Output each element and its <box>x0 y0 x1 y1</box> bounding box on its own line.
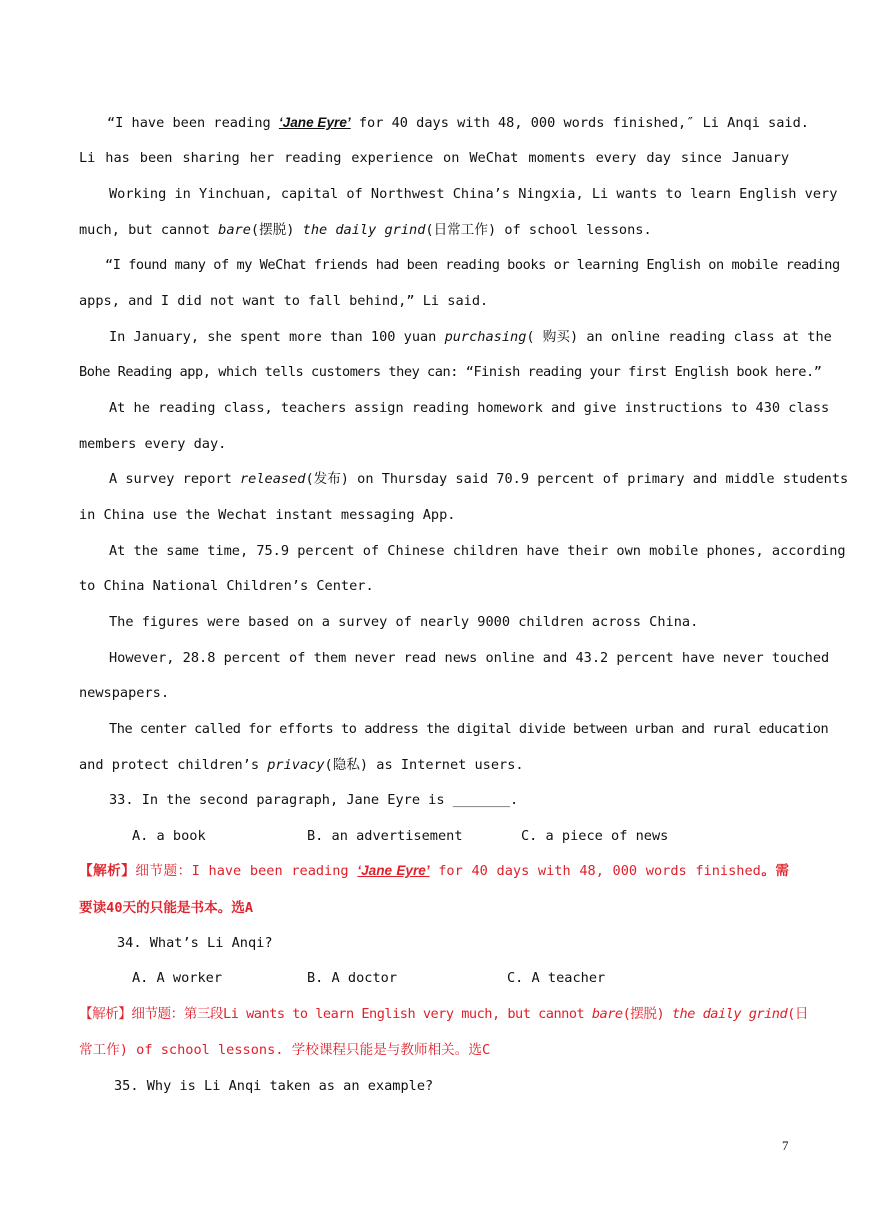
text: much, but cannot <box>79 222 219 238</box>
question-33-option-b: B. an advertisement <box>307 828 463 844</box>
paragraph-1-line-2: Li has been sharing her reading experience on WeChat moments every day since January <box>79 150 789 166</box>
italic-term: purchasing <box>444 329 527 345</box>
paragraph-1-line-1 <box>107 114 809 132</box>
question-34-option-a: A. A worker <box>132 970 223 986</box>
paragraph-9-line-1: However, 28.8 percent of them never read news online and 43.2 percent have never touched <box>109 650 830 666</box>
paragraph-7-line-2: to China National Children’s Center. <box>79 578 374 594</box>
italic-term: released <box>239 471 306 487</box>
paragraph-4-line-1 <box>109 328 832 346</box>
paragraph-9-line-2: newspapers. <box>79 685 170 701</box>
text: (日常工作) of school lessons. <box>425 222 652 238</box>
book-title: ‘Jane Eyre’ <box>357 863 430 878</box>
question-33-option-a: A. a book <box>132 828 206 844</box>
analysis-tag: 【解析】 <box>79 1006 132 1022</box>
text: A survey report <box>109 471 240 487</box>
text: 。需 <box>760 863 790 879</box>
paragraph-6-line-2: in China use the Wechat instant messaging App. <box>79 507 456 523</box>
answer-33-line-1 <box>79 862 789 880</box>
text: and protect children’s <box>79 757 268 773</box>
paragraph-2-line-2 <box>79 221 652 239</box>
italic-term: bare <box>591 1006 623 1022</box>
question-34-option-c: C. A teacher <box>507 970 606 986</box>
question-33: 33. In the second paragraph, Jane Eyre is _______. <box>109 792 519 808</box>
paragraph-3-line-1: “I found many of my WeChat friends had been reading books or learning English on mobile reading <box>105 257 840 273</box>
text: for 40 days with 48, 000 words finished,″ Li Anqi said. <box>350 115 809 131</box>
paragraph-3-line-2: apps, and I did not want to fall behind,” Li said. <box>79 293 489 309</box>
paragraph-2-line-1: Working in Yinchuan, capital of Northwest China’s Ningxia, Li wants to learn English very <box>109 186 838 202</box>
question-34-option-b: B. A doctor <box>307 970 398 986</box>
question-35: 35. Why is Li Anqi taken as an example? <box>114 1078 434 1094</box>
text: “I have been reading <box>107 115 279 131</box>
answer-33-line-2: 要读40天的只能是书本。选A <box>79 900 254 916</box>
page-number: 7 <box>782 1138 789 1153</box>
paragraph-7-line-1: At the same time, 75.9 percent of Chinese children have their own mobile phones, according <box>109 543 846 559</box>
paragraph-10-line-2 <box>79 756 524 774</box>
paragraph-5-line-1: At he reading class, teachers assign reading homework and give instructions to 430 class <box>109 400 830 416</box>
text: for 40 days with 48, 000 words finished <box>429 863 761 879</box>
text: In January, she spent more than 100 yuan <box>109 329 445 345</box>
text: (日 <box>787 1006 808 1022</box>
text: 细节题：第三段Li wants to learn English very much, but cannot <box>131 1006 592 1022</box>
paragraph-8-line-1: The figures were based on a survey of nearly 9000 children across China. <box>109 614 699 630</box>
paragraph-10-line-1: The center called for efforts to address the digital divide between urban and rural education <box>109 721 829 737</box>
paragraph-4-line-2: Bohe Reading app, which tells customers they can: “Finish reading your first English book here.” <box>79 364 822 380</box>
question-33-option-c: C. a piece of news <box>521 828 669 844</box>
paragraph-5-line-2: members every day. <box>79 436 227 452</box>
text: ( 购买) an online reading class at the <box>526 329 832 345</box>
text: (摆脱) <box>622 1006 672 1022</box>
italic-term: bare <box>218 222 251 238</box>
italic-term: the daily grind <box>302 222 426 238</box>
answer-34-line-1 <box>79 1005 808 1023</box>
text: (摆脱) <box>250 222 303 238</box>
analysis-tag: 【解析】 <box>79 863 136 879</box>
text: (发布) on Thursday said 70.9 percent of primary and middle students <box>305 471 849 487</box>
paragraph-6-line-1 <box>109 470 849 488</box>
text: (隐私) as Internet users. <box>324 757 524 773</box>
italic-term: the daily grind <box>671 1006 788 1022</box>
book-title: ‘Jane Eyre’ <box>278 115 351 130</box>
question-34: 34. What’s Li Anqi? <box>117 935 273 951</box>
italic-term: privacy <box>267 757 325 773</box>
answer-34-line-2: 常工作) of school lessons. 学校课程只能是与教师相关。选C <box>79 1042 491 1058</box>
text: 细节题：I have been reading <box>135 863 358 879</box>
